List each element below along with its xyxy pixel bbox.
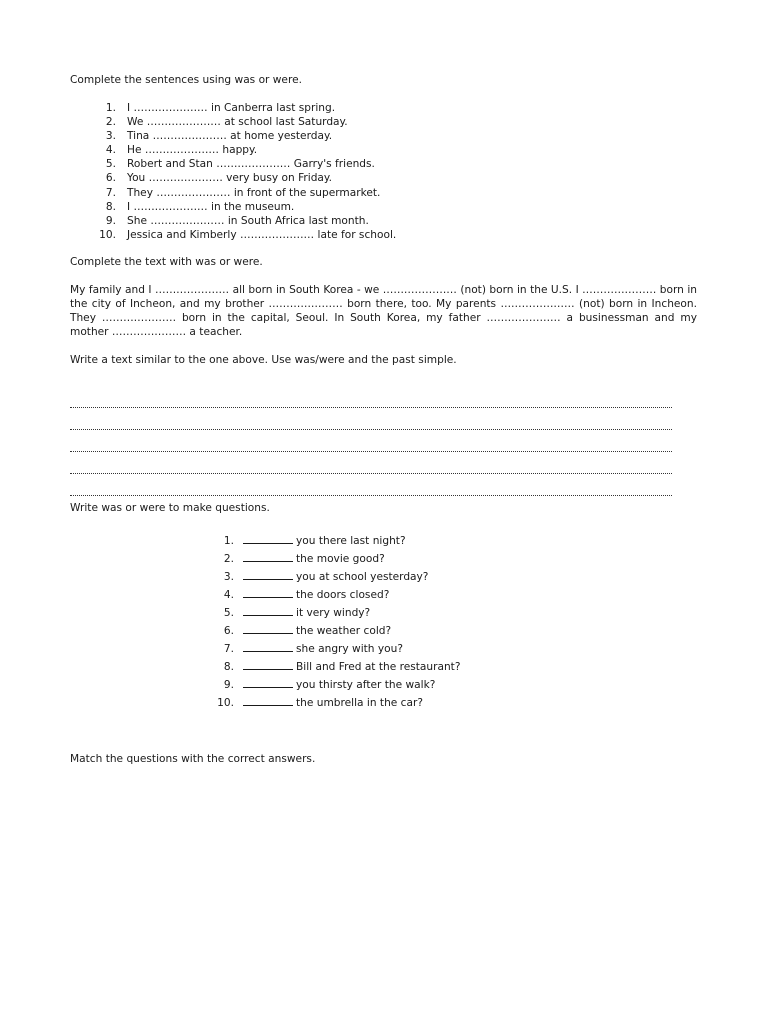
answer-blank[interactable]	[243, 532, 293, 544]
section1-instruction: Complete the sentences using was or were.	[70, 74, 302, 86]
writing-line[interactable]	[70, 386, 672, 408]
question-item	[206, 622, 506, 640]
question-item	[206, 694, 506, 712]
item-number: 5.	[105, 158, 116, 171]
answer-blank[interactable]	[243, 640, 293, 652]
question-text: it very windy?	[296, 607, 371, 619]
item-number: 3.	[105, 130, 116, 143]
sentence-item	[90, 214, 490, 228]
section1-sentence-list	[90, 101, 490, 242]
answer-blank[interactable]	[243, 694, 293, 706]
sentence-text: Jessica and Kimberly ………………… late for school.	[127, 228, 397, 241]
section4-question-list	[206, 532, 506, 712]
sentence-text: She ………………… in South Africa last month.	[127, 214, 369, 227]
question-item	[206, 604, 506, 622]
sentence-text: Tina ………………… at home yesterday.	[127, 130, 333, 143]
sentence-text: I ………………… in the museum.	[127, 200, 295, 213]
sentence-text: They ………………… in front of the supermarket.	[127, 186, 381, 199]
item-number: 5.	[223, 607, 234, 619]
sentence-text: You ………………… very busy on Friday.	[127, 172, 333, 185]
sentence-item	[90, 186, 490, 200]
sentence-item	[90, 129, 490, 143]
question-text: the doors closed?	[296, 589, 390, 601]
answer-blank[interactable]	[243, 586, 293, 598]
answer-blank[interactable]	[243, 604, 293, 616]
item-number: 7.	[105, 186, 116, 199]
item-number: 8.	[105, 200, 116, 213]
item-number: 6.	[105, 172, 116, 185]
item-number: 7.	[223, 643, 234, 655]
section5-instruction: Match the questions with the correct answers.	[70, 753, 316, 765]
sentence-item	[90, 143, 490, 157]
sentence-text: We ………………… at school last Saturday.	[127, 116, 348, 129]
question-item	[206, 568, 506, 586]
answer-blank[interactable]	[243, 568, 293, 580]
section2-paragraph: My family and I ………………… all born in South Korea - we ………………… (not) born in the U.S. I ………………… born in the city of Incheon, and my brother ………………… born there, too. My parents ………………… (not) born in Incheon. They ………………… born in the capital, Seoul. In South Korea, my father ………………… a businessman and my mother ………………… a teacher.	[70, 284, 697, 339]
item-number: 9.	[105, 214, 116, 227]
item-number: 2.	[105, 116, 116, 129]
question-item	[206, 676, 506, 694]
section4-instruction: Write was or were to make questions.	[70, 502, 270, 514]
question-text: you at school yesterday?	[296, 571, 429, 583]
answer-blank[interactable]	[243, 676, 293, 688]
question-item	[206, 640, 506, 658]
sentence-item	[90, 115, 490, 129]
writing-lines	[70, 386, 672, 496]
sentence-text: Robert and Stan ………………… Garry's friends.	[127, 158, 375, 171]
question-item	[206, 550, 506, 568]
writing-line[interactable]	[70, 474, 672, 496]
question-text: the weather cold?	[296, 625, 392, 637]
item-number: 2.	[223, 553, 234, 565]
answer-blank[interactable]	[243, 550, 293, 562]
question-text: you there last night?	[296, 535, 406, 547]
sentence-text: He ………………… happy.	[127, 144, 258, 157]
sentence-item	[90, 157, 490, 171]
item-number: 8.	[223, 661, 234, 673]
item-number: 10.	[217, 697, 234, 709]
sentence-item	[90, 228, 490, 242]
item-number: 3.	[223, 571, 234, 583]
sentence-item	[90, 200, 490, 214]
answer-blank[interactable]	[243, 622, 293, 634]
writing-line[interactable]	[70, 408, 672, 430]
item-number: 4.	[223, 589, 234, 601]
question-text: the movie good?	[296, 553, 385, 565]
item-number: 1.	[105, 102, 116, 114]
question-item	[206, 658, 506, 676]
question-text: she angry with you?	[296, 643, 403, 655]
item-number: 4.	[105, 144, 116, 157]
question-text: you thirsty after the walk?	[296, 679, 436, 691]
writing-line[interactable]	[70, 430, 672, 452]
question-text: the umbrella in the car?	[296, 697, 423, 709]
question-item	[206, 586, 506, 604]
item-number: 10.	[99, 228, 116, 241]
writing-line[interactable]	[70, 452, 672, 474]
question-item	[206, 532, 506, 550]
sentence-item	[90, 171, 490, 185]
sentence-item	[90, 101, 490, 115]
question-text: Bill and Fred at the restaurant?	[296, 661, 461, 673]
answer-blank[interactable]	[243, 658, 293, 670]
sentence-text: I ………………… in Canberra last spring.	[127, 102, 336, 114]
item-number: 1.	[223, 535, 234, 547]
section2-instruction: Complete the text with was or were.	[70, 256, 263, 268]
section3-instruction: Write a text similar to the one above. Use was/were and the past simple.	[70, 354, 457, 366]
item-number: 9.	[223, 679, 234, 691]
item-number: 6.	[223, 625, 234, 637]
